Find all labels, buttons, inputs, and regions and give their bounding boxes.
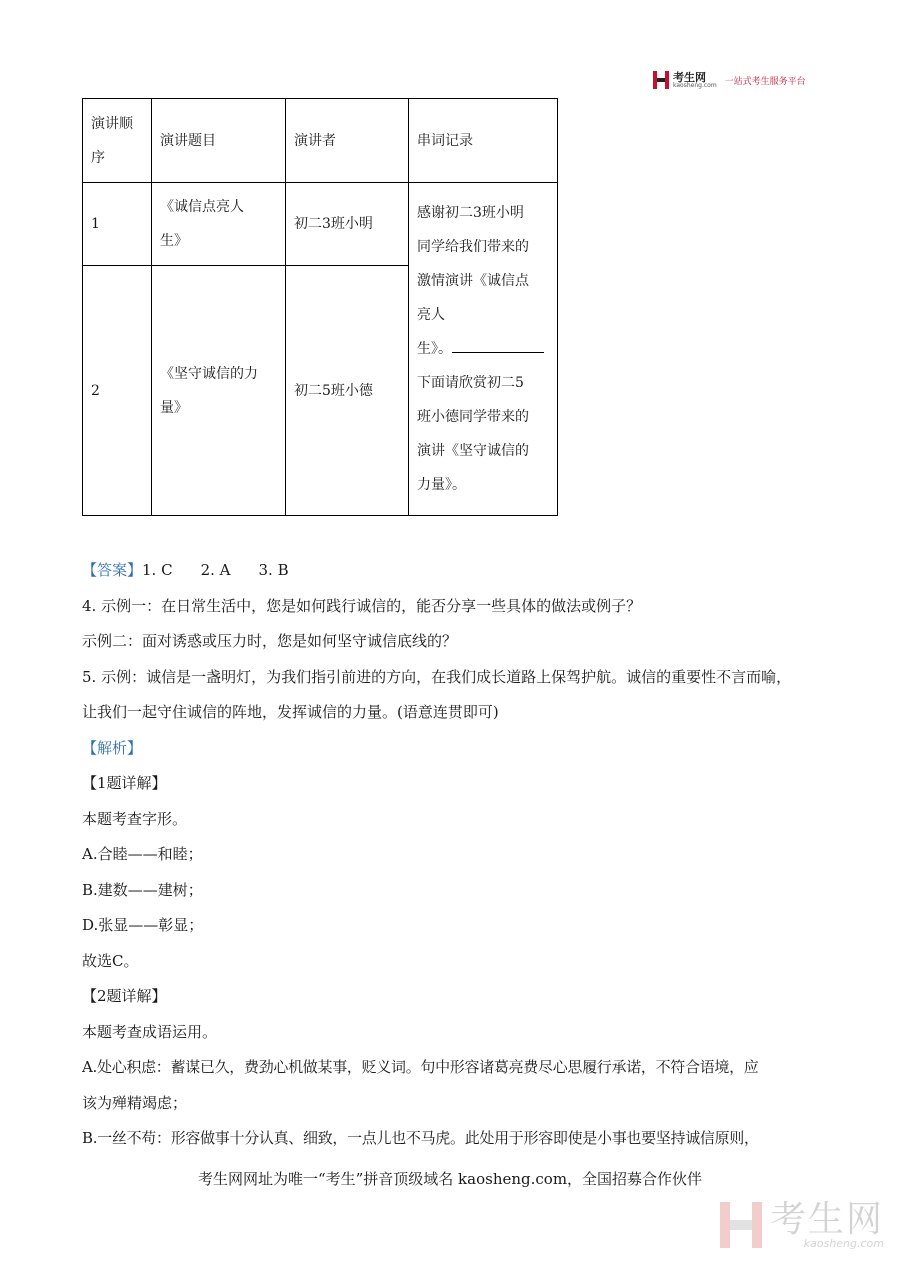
answer-q5-line2: 让我们一起守住诚信的阵地，发挥诚信的力量。(语意连贯即可) [82, 703, 499, 721]
table-header-row [83, 99, 558, 183]
analysis-label: 【解析】 [82, 738, 143, 757]
q1-item-d: D.张显——彰显； [82, 916, 204, 934]
q1-conclusion: 故选C。 [82, 951, 139, 970]
q2-b-line1: B.一丝不苟：形容做事十分认真、细致，一点儿也不马虎。此处用于形容即使是小事也要坚持诚信原则， [82, 1129, 759, 1147]
kaosheng-watermark-icon [718, 1200, 764, 1250]
header-speaker: 演讲者 [286, 99, 409, 183]
row-title: 《诚信点亮人 生》 [152, 183, 286, 266]
q2-heading: 【2题详解】 [82, 987, 167, 1005]
row-order: 1 [83, 183, 152, 266]
logo-slogan: 一站式考生服务平台 [724, 76, 806, 87]
kaosheng-logo-icon [652, 70, 670, 90]
answer-section [82, 553, 822, 1157]
q1-item-b: B.建数——建树； [82, 880, 203, 899]
row-order: 2 [83, 266, 152, 516]
site-logo [652, 70, 806, 90]
q2-a-line1: A.处心积虑：蓄谋已久，费劲心机做某事，贬义词。句中形容诸葛亮费尽心思履行承诺，不符合语境，应 [82, 1058, 759, 1076]
q1-intro: 本题考查字形。 [82, 809, 188, 828]
remark-cell: 感谢初二3班小明 同学给我们带来的 激情演讲《诚信点 亮人 生》。 下面请欣赏初二5 班小德同学带来的 演讲《坚守诚信的 力量》。 [409, 183, 558, 516]
header-title: 演讲题目 [152, 99, 286, 183]
row-title: 《坚守诚信的力 量》 [152, 266, 286, 516]
watermark-domain: kaosheng.com [803, 1236, 885, 1250]
logo-domain: kaosheng.com [673, 81, 717, 89]
row-speaker: 初二5班小德 [286, 266, 409, 516]
header-order: 演讲顺序 [83, 99, 152, 183]
table-row [83, 183, 558, 266]
page-footer: 考生网网址为唯一“考生”拼音顶级域名 kaosheng.com，全国招募合作伙伴 [197, 1170, 703, 1188]
header-remark: 串词记录 [409, 99, 558, 183]
fill-in-blank [452, 334, 544, 353]
answer-q5-line1: 5. 示例：诚信是一盏明灯，为我们指引前进的方向，在我们成长道路上保驾护航。诚信的重要性不言而喻， [82, 667, 792, 686]
row-speaker: 初二3班小明 [286, 183, 409, 266]
logo-name: 考生网 [673, 70, 706, 84]
q2-a-line2: 该为殚精竭虑； [82, 1093, 188, 1112]
speech-table [82, 98, 558, 516]
q1-item-a: A.合睦——和睦； [82, 845, 203, 863]
watermark-name: 考生网 [770, 1198, 885, 1240]
answer-q4-example1: 4. 示例一：在日常生活中，您是如何践行诚信的，能否分享一些具体的做法或例子？ [82, 596, 642, 615]
answer-line: 【答案】1. C 2. A 3. B [82, 561, 289, 579]
q2-intro: 本题考查成语运用。 [82, 1022, 218, 1041]
answer-q4-example2: 示例二：面对诱惑或压力时，您是如何坚守诚信底线的？ [82, 632, 458, 650]
watermark [718, 1200, 884, 1250]
q1-heading: 【1题详解】 [82, 774, 167, 792]
